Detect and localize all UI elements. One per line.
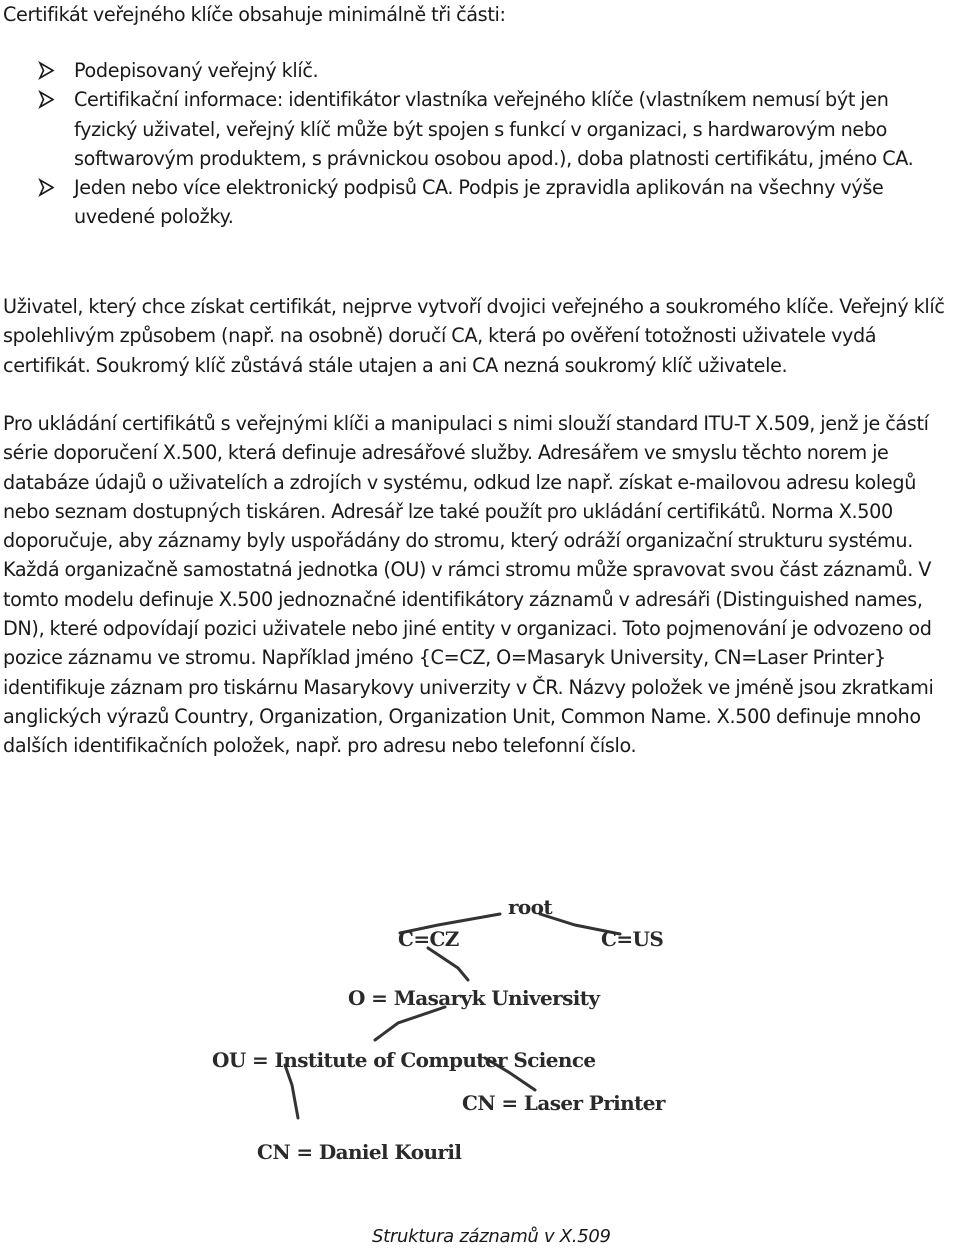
list-item xyxy=(3,173,959,232)
bullet-list xyxy=(3,56,959,232)
intro-text: Certifikát veřejného klíče obsahuje minimálně tři části: xyxy=(3,3,506,26)
tree-node-root: root xyxy=(508,895,553,919)
list-item-text: Podepisovaný veřejný klíč. xyxy=(74,59,319,82)
tree-node-laser-printer: CN = Laser Printer xyxy=(462,1091,665,1115)
list-item-text: Certifikační informace: identifikátor vlastníka veřejného klíče (vlastníkem nemusí být jen fyzický uživatel, veřejný klíč může být spojen s funkcí v organizaci, s hardwarovým nebo softwarovým produktem, s právnickou osobou apod.), doba platnosti certifikátu, jméno CA. xyxy=(74,88,914,170)
arrow-bullet-icon xyxy=(37,56,57,85)
arrow-bullet-icon xyxy=(37,173,57,202)
edge-ou-person xyxy=(285,1065,298,1118)
directory-tree-diagram xyxy=(200,885,680,1175)
list-item xyxy=(3,85,959,173)
edge-org-ou xyxy=(375,1007,445,1040)
diagram-caption: Struktura záznamů v X.509 xyxy=(372,1226,611,1247)
edge-cz-org xyxy=(428,948,468,980)
tree-node-daniel-kouril: CN = Daniel Kouril xyxy=(257,1140,462,1164)
paragraph-x500: Pro ukládání certifikátů s veřejnými klíči a manipulaci s nimi slouží standard ITU-T X.509, jenž je částí série doporučení X.500, která definuje adresářové služby. Adresářem ve smyslu těchto norem je databáze údajů o uživatelích a zdrojích v systému, odkud lze např. získat e-mailovou adresu kolegů nebo seznam dostupných tiskáren. Adresář lze také použít pro ukládání certifikátů. Norma X.500 doporučuje, aby záznamy byly uspořádány do stromu, který odráží organizační strukturu systému. Každá organizačně samostatná jednotka (OU) v rámci stromu může spravovat svou část záznamů. V tomto modelu definuje X.500 jednoznačné identifikátory záznamů v adresáři (Distinguished names, DN), které odpovídají pozici uživatele nebo jiné entity v organizaci. Toto pojmenování je odvozeno od pozice záznamu ve stromu. Například jméno {C=CZ, O=Masaryk University, CN=Laser Printer} identifikuje záznam pro tiskárnu Masarykovy univerzity v ČR. Názvy položek ve jméně jsou zkratkami anglických výrazů Country, Organization, Organization Unit, Common Name. X.500 definuje mnoho dalších identifikačních položek, např. pro adresu nebo telefonní číslo. xyxy=(3,412,934,758)
paragraph-key-pair: Uživatel, který chce získat certifikát, nejprve vytvoří dvojici veřejného a soukromého klíče. Veřejný klíč spolehlivým způsobem (např. na osobně) doručí CA, která po ověření totožnosti uživatele vydá certifikát. Soukromý klíč zůstává stále utajen a ani CA nezná soukromý klíč uživatele. xyxy=(3,295,945,377)
tree-node-country-cz: C=CZ xyxy=(398,927,459,951)
list-item xyxy=(3,56,959,85)
tree-node-country-us: C=US xyxy=(601,927,664,951)
list-item-text: Jeden nebo více elektronický podpisů CA. Podpis je zpravidla aplikován na všechny výše uvedené položky. xyxy=(74,176,884,229)
arrow-bullet-icon xyxy=(37,85,57,114)
tree-node-organization: O = Masaryk University xyxy=(348,986,600,1010)
tree-node-org-unit: OU = Institute of Computer Science xyxy=(212,1048,596,1072)
